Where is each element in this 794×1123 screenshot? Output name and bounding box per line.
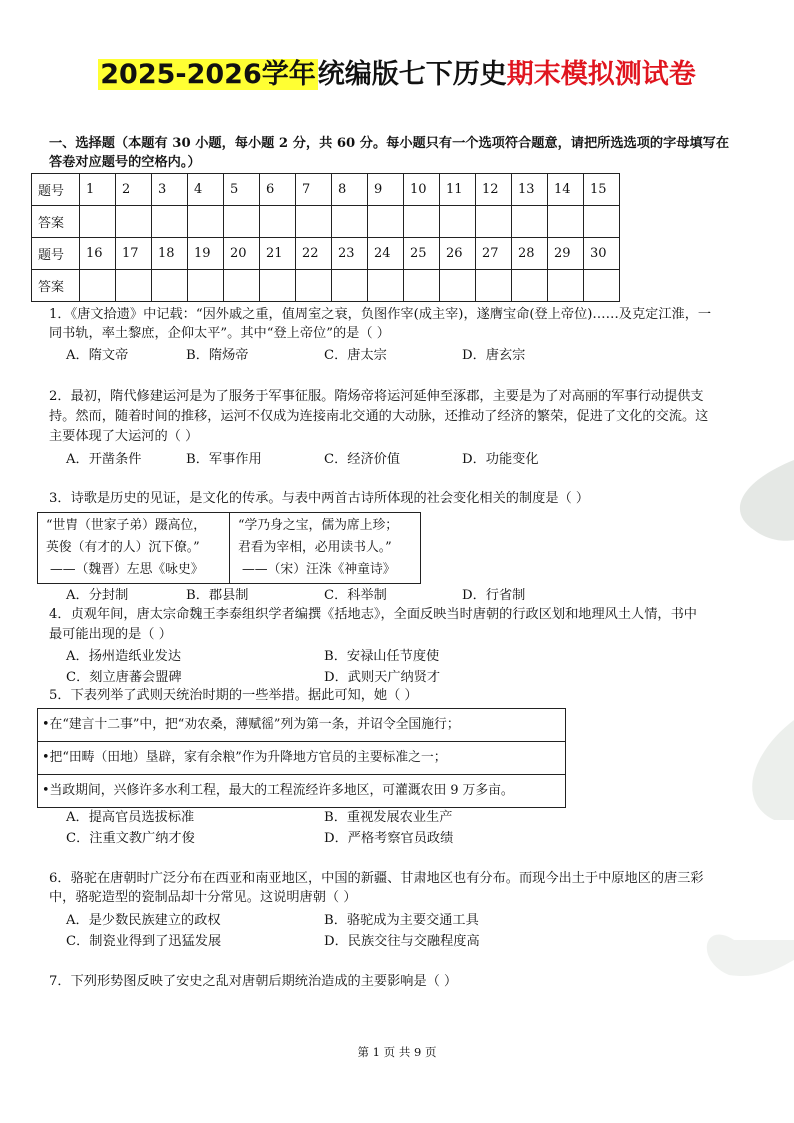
question-number-cell: 2 <box>116 174 152 206</box>
question-number-cell: 13 <box>512 174 548 206</box>
q4-stem-line2: 最可能出现的是（ ） <box>49 627 172 642</box>
q3-option-b[interactable]: B．郡县制 <box>186 588 249 603</box>
q2-stem-line1: 2．最初，隋代修建运河是为了服务于军事征服。隋炀帝将运河延伸至涿郡，主要是为了对高丽的军事行动提供支 <box>49 389 704 404</box>
answer-cell[interactable] <box>116 206 152 238</box>
q1-stem-line2: 同书轨，率土黎庶，企仰太平”。其中“登上帝位”的是（ ） <box>49 326 390 341</box>
q6-option-c[interactable]: C．制瓷业得到了迅猛发展 <box>66 934 222 949</box>
question-number-cell: 14 <box>548 174 584 206</box>
q6-stem-line2: 中，骆驼造型的瓷制品却十分常见。这说明唐朝（ ） <box>49 890 357 905</box>
question-number-cell: 7 <box>296 174 332 206</box>
q2-option-d[interactable]: D．功能变化 <box>462 452 539 467</box>
answer-cell[interactable] <box>188 270 224 302</box>
question-number-cell: 26 <box>440 238 476 270</box>
answer-cell[interactable] <box>332 270 368 302</box>
poem-line: 君看为宰相，必用读书人。” <box>238 540 392 555</box>
answer-cell[interactable] <box>80 270 116 302</box>
poem-left-cell <box>38 513 229 583</box>
answer-cell[interactable] <box>296 206 332 238</box>
question-number-cell: 28 <box>512 238 548 270</box>
table-row: •把“田畴（田地）垦辟，家有余粮”作为升降地方官员的主要标准之一； <box>38 741 565 774</box>
question-number-cell: 1 <box>80 174 116 206</box>
answer-cell[interactable] <box>512 206 548 238</box>
answer-cell[interactable] <box>224 206 260 238</box>
q1-option-d[interactable]: D．唐玄宗 <box>462 348 526 363</box>
page-footer: 第 1 页 共 9 页 <box>357 1045 437 1059</box>
answer-cell[interactable] <box>440 206 476 238</box>
q2-option-a[interactable]: A．开凿条件 <box>66 452 142 467</box>
answer-label-cell: 答案 <box>32 206 80 238</box>
poem-source: ——（宋）汪洙《神童诗》 <box>242 562 396 577</box>
title-subject: 统编版七下历史 <box>317 59 507 90</box>
answer-cell[interactable] <box>404 270 440 302</box>
ink-wash-decoration-icon <box>634 420 794 980</box>
q4-option-b[interactable]: B．安禄山任节度使 <box>324 649 440 664</box>
q3-stem-line1: 3．诗歌是历史的见证，是文化的传承。与表中两首古诗所体现的社会变化相关的制度是（ ） <box>49 491 590 506</box>
q1-option-a[interactable]: A．隋文帝 <box>66 348 129 363</box>
q7-stem-line1: 7．下列形势图反映了安史之乱对唐朝后期统治造成的主要影响是（ ） <box>49 974 458 989</box>
q2-option-b[interactable]: B．军事作用 <box>186 452 262 467</box>
section-heading-line1: 一、选择题（本题有 30 小题，每小题 2 分，共 60 分。每小题只有一个选项符合题意，请把所选选项的字母填写在 <box>49 136 730 151</box>
answer-cell[interactable] <box>296 270 332 302</box>
q6-option-d[interactable]: D．民族交往与交融程度高 <box>324 934 480 949</box>
q4-option-d[interactable]: D．武则天广纳贤才 <box>324 670 441 685</box>
question-number-cell: 20 <box>224 238 260 270</box>
answer-cell[interactable] <box>152 206 188 238</box>
title-exam-type: 期末模拟测试卷 <box>506 59 696 90</box>
question-number-cell: 16 <box>80 238 116 270</box>
answer-cell[interactable] <box>584 270 620 302</box>
q6-option-a[interactable]: A．是少数民族建立的政权 <box>66 913 221 928</box>
table-row <box>32 206 620 238</box>
question-number-cell: 27 <box>476 238 512 270</box>
q2-option-c[interactable]: C．经济价值 <box>324 452 401 467</box>
table-row <box>32 174 620 206</box>
question-number-cell: 25 <box>404 238 440 270</box>
question-number-cell: 11 <box>440 174 476 206</box>
q5-measures-table <box>37 708 566 808</box>
answer-cell[interactable] <box>584 206 620 238</box>
table-row <box>32 238 620 270</box>
answer-cell[interactable] <box>476 206 512 238</box>
question-number-cell: 15 <box>584 174 620 206</box>
answer-sheet-table <box>31 173 620 302</box>
q5-option-b[interactable]: B．重视发展农业生产 <box>324 810 453 825</box>
question-number-cell: 21 <box>260 238 296 270</box>
question-number-cell: 9 <box>368 174 404 206</box>
answer-cell[interactable] <box>224 270 260 302</box>
q6-option-b[interactable]: B．骆驼成为主要交通工具 <box>324 913 479 928</box>
q3-poem-table <box>37 512 421 584</box>
question-number-cell: 12 <box>476 174 512 206</box>
answer-label-cell: 答案 <box>32 270 80 302</box>
question-number-cell: 3 <box>152 174 188 206</box>
answer-cell[interactable] <box>548 270 584 302</box>
q2-stem-line2: 持。然而，随着时间的推移，运河不仅成为连接南北交通的大动脉，还推动了经济的繁荣，促进了文化的交流。这 <box>49 409 709 424</box>
poem-line: “世胄（世家子弟）蹑高位， <box>46 518 207 533</box>
q4-option-c[interactable]: C．刻立唐蕃会盟碑 <box>66 670 182 685</box>
question-number-cell: 19 <box>188 238 224 270</box>
title-year: 2025-2026学年 <box>100 59 316 90</box>
question-number-cell: 17 <box>116 238 152 270</box>
question-number-cell: 8 <box>332 174 368 206</box>
q2-stem-line3: 主要体现了大运河的（ ） <box>49 429 199 444</box>
answer-cell[interactable] <box>260 270 296 302</box>
question-number-cell: 18 <box>152 238 188 270</box>
table-row: •在“建言十二事”中，把“劝农桑，薄赋徭”列为第一条，并诏令全国施行； <box>42 717 460 732</box>
q4-option-a[interactable]: A．扬州造纸业发达 <box>66 649 182 664</box>
answer-cell[interactable] <box>368 206 404 238</box>
q5-option-d[interactable]: D．严格考察官员政绩 <box>324 831 454 846</box>
question-number-cell: 10 <box>404 174 440 206</box>
answer-cell[interactable] <box>476 270 512 302</box>
q3-option-c[interactable]: C．科举制 <box>324 588 387 603</box>
q3-option-d[interactable]: D．行省制 <box>462 588 526 603</box>
answer-cell[interactable] <box>80 206 116 238</box>
q1-option-b[interactable]: B．隋炀帝 <box>186 348 249 363</box>
q1-option-c[interactable]: C．唐太宗 <box>324 348 387 363</box>
table-row <box>32 270 620 302</box>
question-number-cell: 23 <box>332 238 368 270</box>
poem-source: ——（魏晋）左思《咏史》 <box>50 562 204 577</box>
q5-option-a[interactable]: A．提高官员选拔标准 <box>66 810 195 825</box>
q4-stem-line1: 4．贞观年间，唐太宗命魏王李泰组织学者编撰《括地志》，全面反映当时唐朝的行政区划和地理风土人情，书中 <box>49 607 697 622</box>
poem-line: 英俊（有才的人）沉下僚。” <box>46 540 200 555</box>
poem-line: “学乃身之宝，儒为席上珍； <box>238 518 399 533</box>
question-number-cell: 6 <box>260 174 296 206</box>
table-row: •当政期间，兴修许多水利工程，最大的工程流经许多地区，可灌溉农田 9 万多亩。 <box>38 774 565 807</box>
answer-cell[interactable] <box>116 270 152 302</box>
q3-option-a[interactable]: A．分封制 <box>66 588 129 603</box>
poem-right-cell <box>229 513 420 583</box>
section-heading-line2: 答卷对应题号的空格内。） <box>49 155 201 170</box>
q1-stem-line1: 1．《唐文拾遗》中记载：“因外戚之重，值周室之衰，负图作宰(成主宰)，遂膺宝命(登上帝位)……及克定江淮，一 <box>49 307 712 322</box>
answer-cell[interactable] <box>188 206 224 238</box>
q5-stem-line1: 5．下表列举了武则天统治时期的一些举措。据此可知，她（ ） <box>49 688 418 703</box>
answer-cell[interactable] <box>368 270 404 302</box>
q5-option-c[interactable]: C．注重文教广纳才俊 <box>66 831 195 846</box>
question-number-cell: 5 <box>224 174 260 206</box>
q6-stem-line1: 6．骆驼在唐朝时广泛分布在西亚和南亚地区，中国的新疆、甘肃地区也有分布。而现今出土于中原地区的唐三彩 <box>49 871 704 886</box>
question-number-cell: 29 <box>548 238 584 270</box>
answer-cell[interactable] <box>152 270 188 302</box>
question-number-cell: 4 <box>188 174 224 206</box>
header-label-cell: 题号 <box>32 238 80 270</box>
header-label-cell: 题号 <box>32 174 80 206</box>
answer-cell[interactable] <box>332 206 368 238</box>
answer-cell[interactable] <box>440 270 476 302</box>
answer-cell[interactable] <box>260 206 296 238</box>
question-number-cell: 30 <box>584 238 620 270</box>
exam-title <box>0 52 794 91</box>
question-number-cell: 24 <box>368 238 404 270</box>
question-number-cell: 22 <box>296 238 332 270</box>
answer-cell[interactable] <box>404 206 440 238</box>
answer-cell[interactable] <box>548 206 584 238</box>
answer-cell[interactable] <box>512 270 548 302</box>
